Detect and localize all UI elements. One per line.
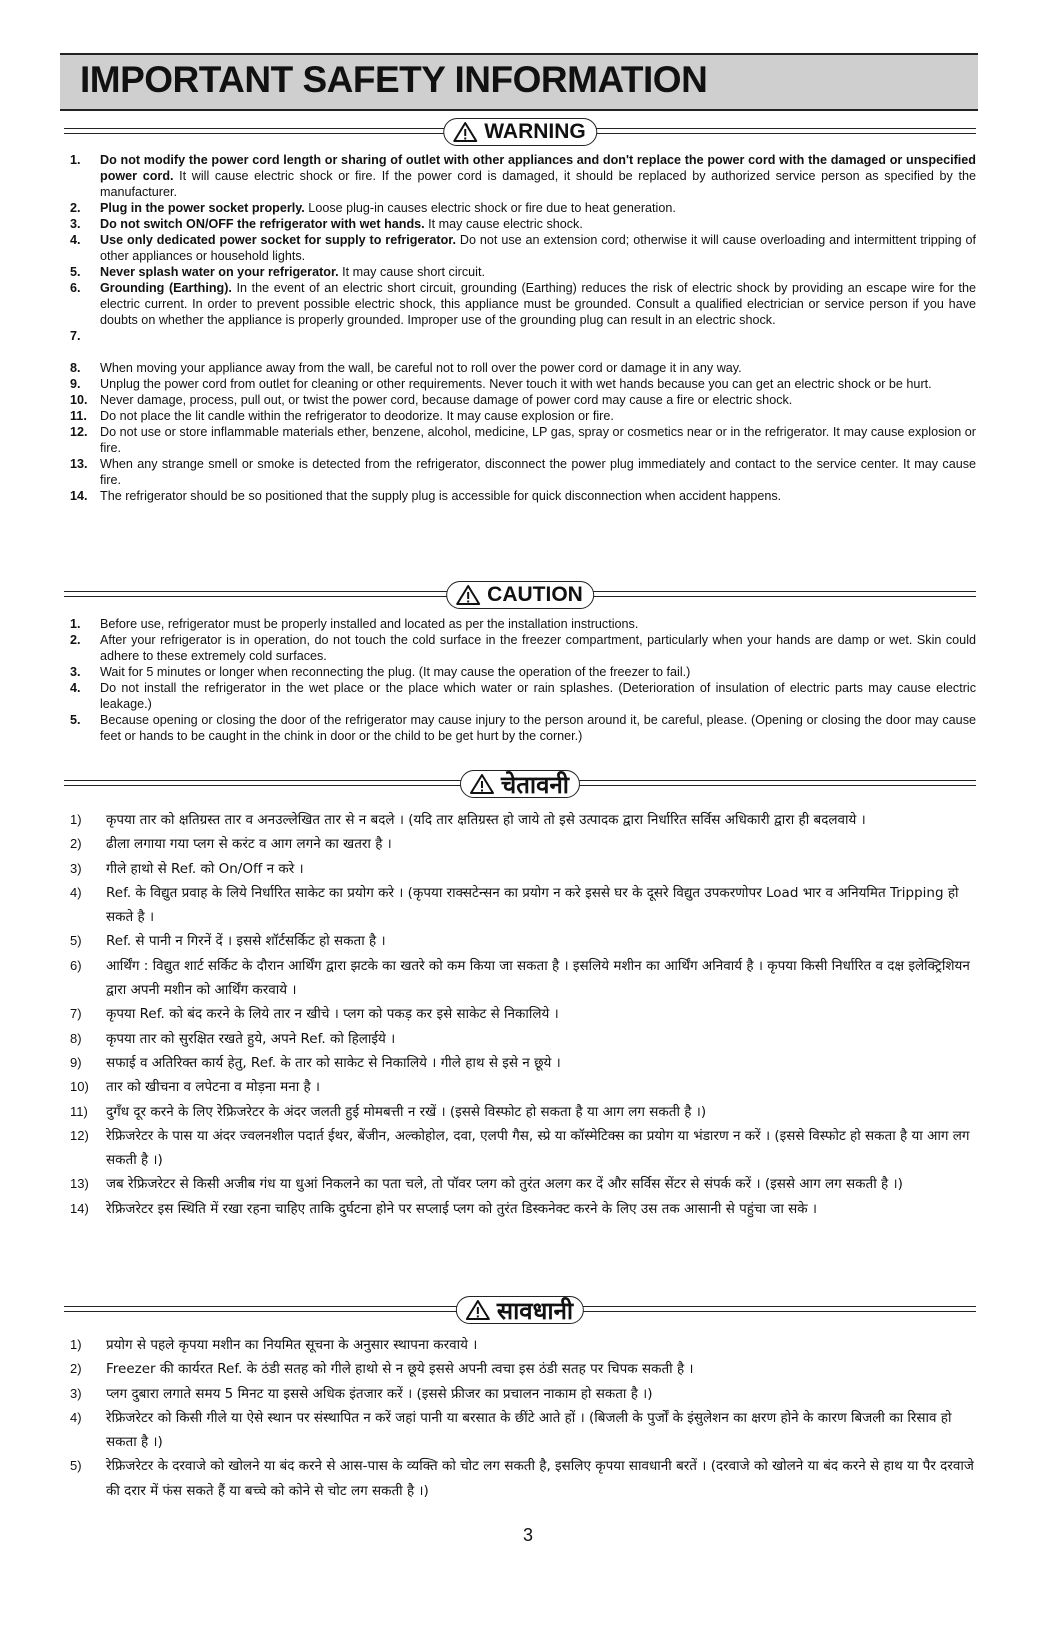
item-text: Do not use an extension cord; otherwise it will cause overloading and intermittent tripping of other appliances or household lights. bbox=[100, 233, 976, 263]
item-text: ढीला लगाया गया प्लग से करंट व आग लगने का खतरा है । bbox=[106, 836, 392, 853]
warning-triangle-icon bbox=[469, 773, 495, 795]
list-item bbox=[0, 376, 1056, 392]
item-text: कृपया तार को सुरक्षित रखते हुये, अपने Ref. को हिलाईये । bbox=[106, 1030, 396, 1047]
item-number: 9. bbox=[70, 377, 81, 391]
list-item bbox=[0, 881, 1056, 930]
item-text: तार को खीचना व लपेटना व मोड़ना मना है । bbox=[106, 1079, 321, 1096]
item-number: 7) bbox=[70, 1006, 82, 1022]
item-number: 5) bbox=[70, 933, 82, 949]
list-item bbox=[0, 488, 1056, 504]
item-text: Ref. से पानी न गिरनें दें । इससे शॉर्टसर्किट हो सकता है । bbox=[106, 933, 386, 950]
list-item bbox=[0, 424, 1056, 456]
warning-triangle-icon bbox=[455, 584, 481, 606]
item-number: 4) bbox=[70, 884, 82, 900]
item-bold-text: Use only dedicated power socket for supply to refrigerator. bbox=[100, 233, 456, 247]
list-item bbox=[0, 264, 1056, 280]
item-text: Loose plug-in causes electric shock or fire due to heat generation. bbox=[304, 201, 676, 215]
list-item bbox=[0, 328, 1056, 360]
list-item bbox=[0, 1002, 1056, 1026]
list-item bbox=[0, 664, 1056, 680]
item-number: 2. bbox=[70, 633, 81, 647]
item-text: रेफ्रिजरेटर को किसी गीले या ऐसे स्थान पर संस्थापित न करें जहां पानी या बरसात के छींटे आते हों । (बिजली के पुर्जों के इंसुलेशन का क्षरण होने के कारण बिजली का रिसाव हो सकता है ।) bbox=[106, 1409, 952, 1451]
item-text: After your refrigerator is in operation, do not touch the cold surface in the freezer compartment, particularly when your hands are damp or wet. Skin could adhere to these extremely cold surfaces. bbox=[100, 633, 976, 663]
item-text: When any strange smell or smoke is detected from the refrigerator, disconnect the power plug immediately and contact to the service center. It may cause fire. bbox=[100, 457, 976, 487]
list-item bbox=[0, 1100, 1056, 1124]
item-text: कृपया तार को क्षतिग्रस्त तार व अनउल्लेखित तार से न बदले । (यदि तार क्षतिग्रस्त हो जाये तो इसे उत्पादक द्वारा निर्धारित सर्विस अधिकारी द्वारा ही बदलवाये । bbox=[106, 812, 866, 828]
warning-hi-list bbox=[0, 808, 1056, 1221]
list-item bbox=[0, 408, 1056, 424]
item-text: Wait for 5 minutes or longer when reconnecting the plug. (It may cause the operation of the freezer to fail.) bbox=[100, 665, 691, 679]
list-item bbox=[0, 1027, 1056, 1051]
warning-header bbox=[64, 118, 976, 148]
item-number: 13) bbox=[70, 1176, 89, 1192]
list-item bbox=[0, 232, 1056, 264]
item-number: 12) bbox=[70, 1127, 89, 1143]
caution-hi-header bbox=[64, 1296, 976, 1326]
item-number: 13. bbox=[70, 457, 88, 471]
list-item bbox=[0, 1333, 1056, 1357]
item-text: Do not place the lit candle within the refrigerator to deodorize. It may cause explosion or fire. bbox=[100, 409, 614, 423]
list-item bbox=[0, 712, 1056, 744]
list-item bbox=[0, 1454, 1056, 1503]
item-number: 6. bbox=[70, 281, 81, 295]
list-item bbox=[0, 1357, 1056, 1381]
warning-list bbox=[0, 152, 1056, 504]
item-text: Before use, refrigerator must be properly installed and located as per the installation instructions. bbox=[100, 617, 639, 631]
item-text: Freezer की कार्यरत Ref. के ठंडी सतह को गीले हाथो से न छूये इससे अपनी त्वचा इस ठंडी सतह पर चिपक सकती है । bbox=[106, 1361, 694, 1378]
item-number: 3) bbox=[70, 860, 82, 876]
item-number: 12. bbox=[70, 425, 88, 439]
item-text: रेफ्रिजरेटर के दरवाजे को खोलने या बंद करने से आस-पास के व्यक्ति को चोट लग सकती है, इसलिए कृपया सावधानी बरतें । (दरवाजे को खोलने या बंद करने से हाथ या पैर दरवाजे की दरार में फंस सकते हैं या बच्चे को कोने से चोट लग सकती है ।) bbox=[106, 1458, 974, 1499]
list-item bbox=[0, 456, 1056, 488]
item-number: 6) bbox=[70, 957, 82, 973]
warning-triangle-icon bbox=[452, 121, 478, 143]
warning-triangle-icon bbox=[465, 1299, 491, 1321]
item-number: 4. bbox=[70, 233, 81, 247]
warning-hi-label bbox=[460, 770, 580, 798]
item-bold-text: Plug in the power socket properly. bbox=[100, 201, 305, 215]
item-text: It will cause electric shock or fire. If the power cord is damaged, it should be replaced by authorized service person as specified by the manufacturer. bbox=[100, 169, 976, 199]
item-number: 10) bbox=[70, 1079, 89, 1095]
list-item bbox=[0, 616, 1056, 632]
list-item bbox=[0, 216, 1056, 232]
item-text: रेफ्रिजरेटर इस स्थिति में रखा रहना चाहिए ताकि दुर्घटना होने पर सप्लाई प्लग को तुरंत डिस्कनेक्ट करने के लिए उस तक आसानी से पहुंचा जा सके । bbox=[106, 1200, 818, 1217]
item-number: 1. bbox=[70, 153, 81, 167]
item-number: 8) bbox=[70, 1030, 82, 1046]
list-item bbox=[0, 954, 1056, 1003]
list-item bbox=[0, 632, 1056, 664]
item-number: 1. bbox=[70, 617, 81, 631]
list-item bbox=[0, 152, 1056, 200]
item-text: Unplug the power cord from outlet for cleaning or other requirements. Never touch it with wet hands because you can get an electric shock or be hurt. bbox=[100, 377, 932, 391]
item-number: 3. bbox=[70, 217, 81, 231]
item-bold-text: Grounding (Earthing). bbox=[100, 281, 232, 295]
item-text: Because opening or closing the door of the refrigerator may cause injury to the person around it, be careful, please. (Opening or closing the door may cause feet or hands to be caught in the chink in door or the child to be get hurt by the corner.) bbox=[100, 713, 976, 743]
list-item bbox=[0, 392, 1056, 408]
item-number: 1) bbox=[70, 812, 82, 827]
item-number: 5. bbox=[70, 713, 81, 727]
item-text: The refrigerator should be so positioned that the supply plug is accessible for quick disconnection when accident happens. bbox=[100, 489, 782, 503]
item-number: 9) bbox=[70, 1054, 82, 1070]
page-number: 3 bbox=[522, 1525, 533, 1545]
caution-list bbox=[0, 616, 1056, 744]
item-number: 7. bbox=[70, 329, 81, 343]
list-item bbox=[0, 1051, 1056, 1075]
list-item bbox=[0, 808, 1056, 832]
item-text: Do not use or store inflammable materials ether, benzene, alcohol, medicine, LP gas, spray or cosmetics near or in the refrigerator. It may cause explosion or fire. bbox=[100, 425, 976, 455]
caution-hi-list bbox=[0, 1333, 1056, 1503]
title-bar bbox=[60, 53, 978, 111]
item-number: 11) bbox=[70, 1103, 88, 1119]
item-number: 11. bbox=[70, 409, 87, 423]
list-item bbox=[0, 857, 1056, 881]
item-text: सफाई व अतिरिक्त कार्य हेतु, Ref. के तार को साकेट से निकालिये । गीले हाथ से इसे न छूये । bbox=[106, 1054, 561, 1071]
list-item bbox=[0, 680, 1056, 712]
item-text: प्रयोग से पहले कृपया मशीन का नियमित सूचना के अनुसार स्थापना करवाये । bbox=[106, 1337, 478, 1353]
item-text: Never damage, process, pull out, or twist the power cord, because damage of power cord may cause a fire or electric shock. bbox=[100, 393, 793, 407]
item-text: आर्थिंग : विद्युत शार्ट सर्किट के दौरान आर्थिंग द्वारा झटके का खतरे को कम किया जा सकता है । इसलिये मशीन का आर्थिंग अनिवार्य है । कृपया किसी निर्धारित व दक्ष इलेक्ट्रिशियन द्वारा अपनी मशीन को आर्थिंग करवाये । bbox=[106, 957, 970, 999]
list-item bbox=[0, 1382, 1056, 1406]
item-text: It may cause short circuit. bbox=[338, 265, 485, 279]
item-text: It may cause electric shock. bbox=[424, 217, 583, 231]
caution-label bbox=[446, 581, 594, 609]
item-number: 1) bbox=[70, 1337, 82, 1352]
item-text: Do not install the refrigerator in the wet place or the place which water or rain splashes. (Deterioration of insulation of electric parts may cause electric leakage.) bbox=[100, 681, 976, 711]
warning-hi-header bbox=[64, 770, 976, 800]
list-item bbox=[0, 1197, 1056, 1221]
warning-hi-title: चेतावनी bbox=[500, 771, 570, 799]
item-text: In the event of an electric short circuit, grounding (Earthing) reduces the risk of electric shock by providing an escape wire for the electric current. In order to prevent possible electric shock, this appliance must be grounded. Consult a qualified electrician or service person if you have doubts on whether the appliance is properly grounded. Improper use of the grounding plug can result in an electric shock. bbox=[100, 281, 976, 327]
page-title: IMPORTANT SAFETY INFORMATION bbox=[80, 59, 708, 100]
warning-label bbox=[443, 118, 597, 146]
item-number: 10. bbox=[70, 393, 88, 407]
item-bold-text: Never splash water on your refrigerator. bbox=[100, 265, 339, 279]
item-text: रेफ्रिजरेटर के पास या अंदर ज्वलनशील पदार्त ईथर, बेंजीन, अल्कोहोल, दवा, एलपी गैस, स्प्रे या कॉस्मेटिक्स का प्रयोग या भंडारण न करें । (इससे विस्फोट हो सकता है या आग लग सकती है ।) bbox=[106, 1127, 970, 1169]
caution-hi-label bbox=[456, 1296, 584, 1324]
list-item bbox=[0, 200, 1056, 216]
item-number: 14. bbox=[70, 489, 88, 503]
item-number: 2) bbox=[70, 836, 82, 852]
item-number: 3. bbox=[70, 665, 81, 679]
item-number: 8. bbox=[70, 361, 81, 375]
item-number: 5. bbox=[70, 265, 81, 279]
list-item bbox=[0, 832, 1056, 856]
list-item bbox=[0, 1075, 1056, 1099]
list-item bbox=[0, 1406, 1056, 1455]
list-item bbox=[0, 1172, 1056, 1196]
item-text: Ref. के विद्युत प्रवाह के लिये निर्धारित साकेट का प्रयोग करे । (कृपया राक्सटेन्सन का प्रयोग न करे इससे घर के दूसरे विद्युत उपकरणोपर Load भार व अनियमित Tripping हो सकते है । bbox=[106, 884, 959, 926]
item-text: दुगँध दूर करने के लिए रेफ्रिजरेटर के अंदर जलती हुई मोमबत्ती न रखें । (इससे विस्फोट हो सकता है या आग लग सकती है ।) bbox=[106, 1103, 707, 1120]
item-text: गीले हाथो से Ref. को On/Off न करे । bbox=[106, 860, 304, 877]
caution-title: CAUTION bbox=[487, 583, 583, 606]
item-number: 4. bbox=[70, 681, 81, 695]
list-item bbox=[0, 360, 1056, 376]
item-number: 2) bbox=[70, 1361, 82, 1377]
item-text: कृपया Ref. को बंद करने के लिये तार न खीचे । प्लग को पकड़ कर इसे साकेट से निकालिये । bbox=[106, 1006, 559, 1023]
item-number: 14) bbox=[70, 1200, 89, 1216]
item-number: 2. bbox=[70, 201, 81, 215]
list-item bbox=[0, 280, 1056, 328]
item-number: 3) bbox=[70, 1385, 82, 1401]
list-item bbox=[0, 1124, 1056, 1173]
caution-header bbox=[64, 581, 976, 611]
item-text: When moving your appliance away from the wall, be careful not to roll over the power cord or damage it in any way. bbox=[100, 361, 742, 375]
item-number: 4) bbox=[70, 1409, 82, 1425]
caution-hi-title: सावधानी bbox=[496, 1297, 574, 1325]
item-number: 5) bbox=[70, 1458, 82, 1474]
item-bold-text: Do not switch ON/OFF the refrigerator with wet hands. bbox=[100, 217, 425, 231]
warning-title: WARNING bbox=[484, 120, 586, 143]
item-text: प्लग दुबारा लगाते समय 5 मिनट या इससे अधिक इंतजार करें । (इससे फ्रीजर का प्रचालन नाकाम हो सकता है ।) bbox=[106, 1385, 653, 1402]
item-bold-text: Do not modify the power cord length or sharing of outlet with other appliances and don't replace the power cord with the damaged or unspecified power cord. bbox=[100, 153, 976, 183]
list-item bbox=[0, 929, 1056, 953]
item-text: जब रेफ्रिजरेटर से किसी अजीब गंध या धुआं निकलने का पता चले, तो पॉवर प्लग को तुरंत अलग कर दें और सर्विस सेंटर से संपर्क करें । (इससे आग लग सकती है ।) bbox=[106, 1176, 903, 1193]
